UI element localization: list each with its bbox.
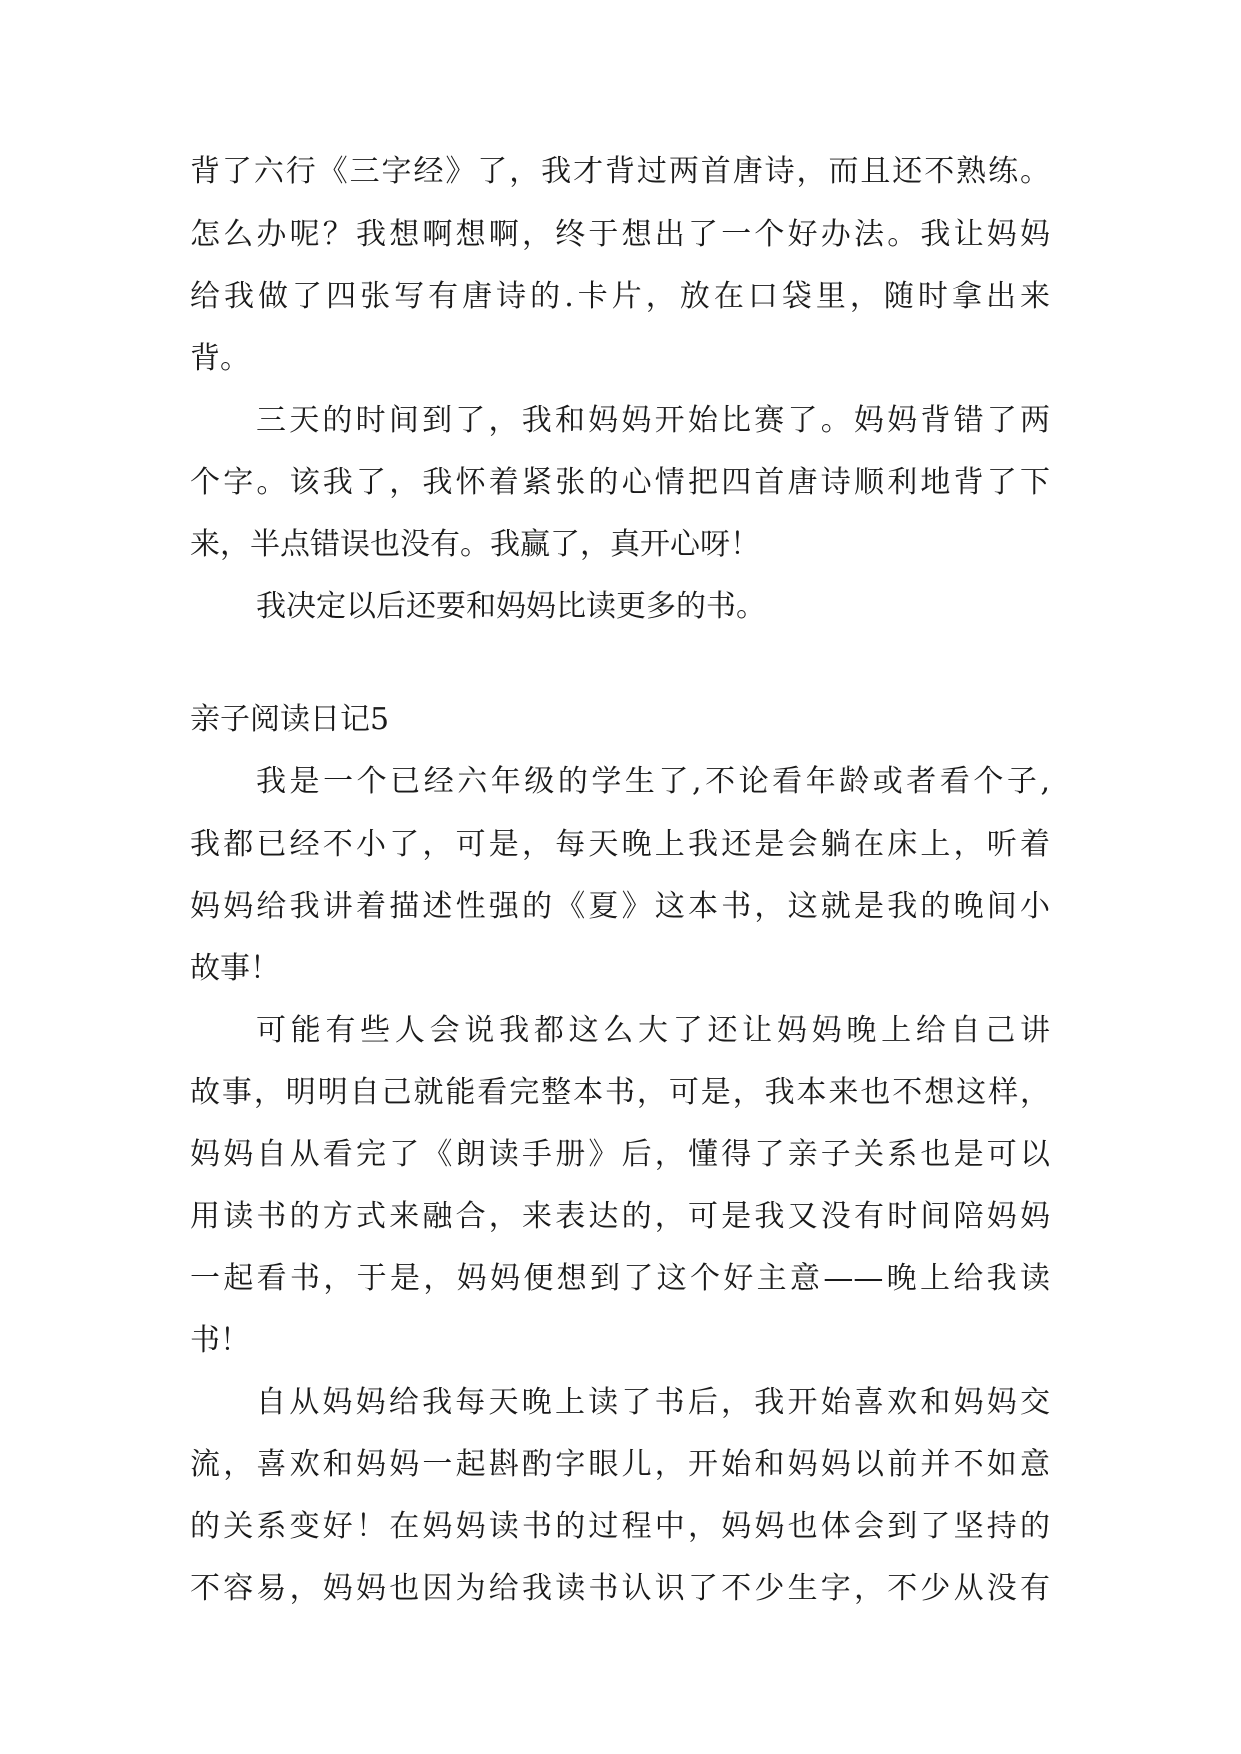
text-line: 背。	[190, 341, 250, 376]
text-line: 可能有些人会说我都这么大了还让妈妈晚上给自己讲	[256, 1013, 1050, 1048]
text-line: 用读书的方式来融合，来表达的，可是我又没有时间陪妈妈	[190, 1199, 1050, 1234]
text-line: 三天的时间到了，我和妈妈开始比赛了。妈妈背错了两	[256, 403, 1050, 438]
text-line: 怎么办呢？我想啊想啊，终于想出了一个好办法。我让妈妈	[190, 217, 1050, 252]
text-line: 自从妈妈给我每天晚上读了书后，我开始喜欢和妈妈交	[256, 1385, 1050, 1420]
text-line: 背了六行《三字经》了，我才背过两首唐诗，而且还不熟练。	[190, 154, 1050, 189]
text-line: 我都已经不小了，可是，每天晚上我还是会躺在床上，听着	[190, 827, 1050, 862]
text-line: 书！	[190, 1323, 250, 1358]
section-title: 亲子阅读日记5	[190, 702, 390, 737]
text-line: 来，半点错误也没有。我赢了，真开心呀！	[190, 527, 760, 562]
text-line: 流，喜欢和妈妈一起斟酌字眼儿，开始和妈妈以前并不如意	[190, 1447, 1050, 1482]
text-line: 一起看书，于是，妈妈便想到了这个好主意——晚上给我读	[190, 1261, 1050, 1296]
text-line: 的关系变好！在妈妈读书的过程中，妈妈也体会到了坚持的	[190, 1509, 1050, 1544]
text-line: 不容易，妈妈也因为给我读书认识了不少生字，不少从没有	[190, 1571, 1050, 1606]
text-line: 个字。该我了，我怀着紧张的心情把四首唐诗顺利地背了下	[190, 465, 1050, 500]
text-line: 妈妈给我讲着描述性强的《夏》这本书，这就是我的晚间小	[190, 889, 1050, 924]
text-line: 故事，明明自己就能看完整本书，可是，我本来也不想这样，	[190, 1075, 1050, 1110]
text-line: 故事！	[190, 951, 280, 986]
text-line: 妈妈自从看完了《朗读手册》后，懂得了亲子关系也是可以	[190, 1137, 1050, 1172]
text-line: 我是一个已经六年级的学生了,不论看年龄或者看个子,	[256, 764, 1050, 799]
text-line: 给我做了四张写有唐诗的.卡片，放在口袋里，随时拿出来	[190, 279, 1050, 314]
text-line: 我决定以后还要和妈妈比读更多的书。	[256, 589, 766, 624]
